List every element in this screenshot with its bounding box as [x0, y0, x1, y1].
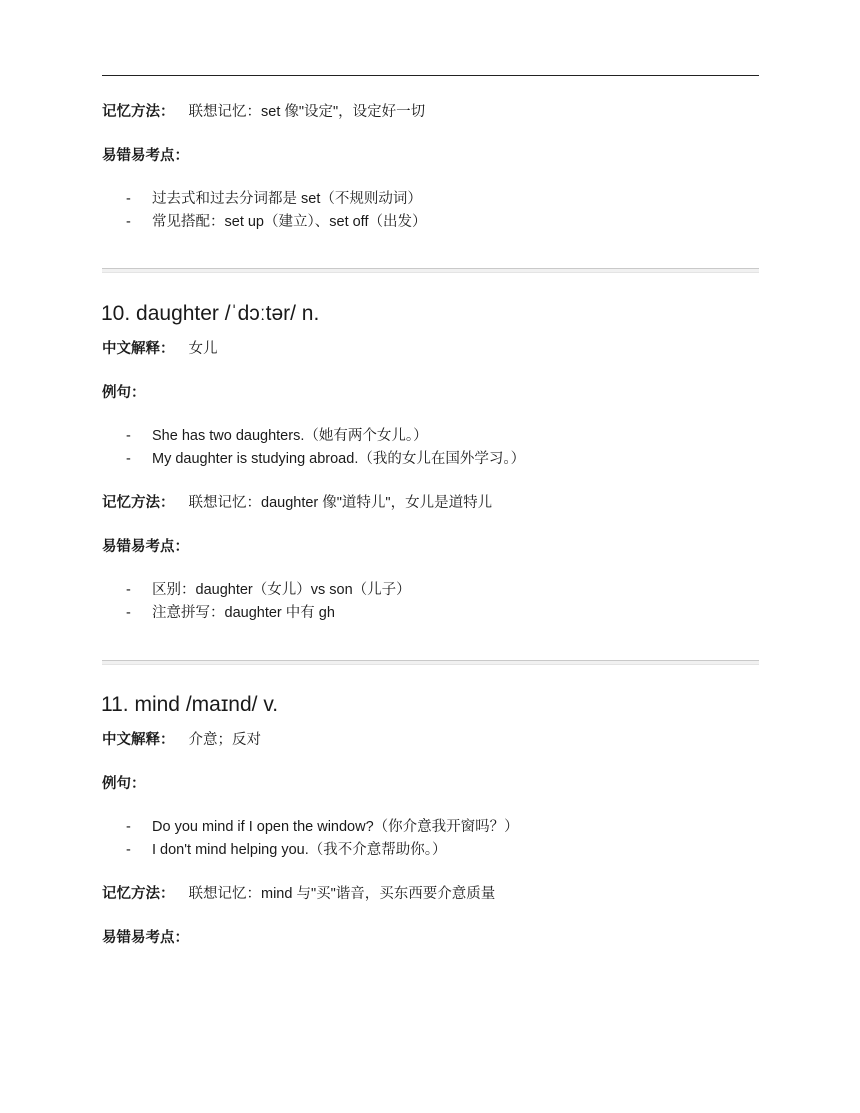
- list-item-text: 区别：daughter（女儿）vs son（儿子）: [152, 582, 411, 598]
- bullet-marker: -: [126, 842, 131, 858]
- pitfalls-label: 易错易考点：: [102, 148, 189, 164]
- memory-method-label: 记忆方法：: [102, 886, 175, 902]
- list-item-text: 常见搭配：set up（建立）、set off（出发）: [152, 214, 427, 230]
- list-item-text: 注意拼写：daughter 中有 gh: [152, 605, 335, 621]
- list-item: [126, 190, 422, 208]
- set-memory-method: [102, 103, 425, 121]
- section-divider: [102, 268, 759, 273]
- bullet-marker: -: [126, 605, 131, 621]
- mind-memory-method: [102, 885, 495, 903]
- daughter-meaning: [102, 340, 218, 358]
- entry-heading-daughter: 10. daughter /ˈdɔːtər/ n.: [101, 302, 320, 325]
- list-item: [126, 604, 335, 622]
- bullet-marker: -: [126, 451, 131, 467]
- list-item-text: Do you mind if I open the window?（你介意我开窗吗？）: [152, 819, 519, 835]
- memory-method-label: 记忆方法：: [102, 495, 175, 511]
- examples-label: 例句：: [102, 385, 146, 401]
- list-item: [126, 841, 446, 859]
- mind-examples-heading: [102, 775, 146, 793]
- pitfalls-label: 易错易考点：: [102, 930, 189, 946]
- list-item: [126, 450, 525, 468]
- mind-meaning: [102, 731, 261, 749]
- daughter-pitfalls-heading: [102, 538, 189, 556]
- meaning-label: 中文解释：: [102, 732, 175, 748]
- daughter-examples-heading: [102, 384, 146, 402]
- mind-pitfalls-heading: [102, 929, 189, 947]
- memory-method-text: 联想记忆：set 像"设定"，设定好一切: [188, 104, 426, 120]
- entry-heading-mind: 11. mind /maɪnd/ v.: [101, 693, 279, 716]
- top-horizontal-rule: [102, 75, 759, 76]
- examples-label: 例句：: [102, 776, 146, 792]
- meaning-label: 中文解释：: [102, 341, 175, 357]
- bullet-marker: -: [126, 582, 131, 598]
- list-item: [126, 427, 428, 445]
- memory-method-label: 记忆方法：: [102, 104, 175, 120]
- list-item-text: 过去式和过去分词都是 set（不规则动词）: [152, 191, 422, 207]
- bullet-marker: -: [126, 428, 131, 444]
- list-item-text: My daughter is studying abroad.（我的女儿在国外学习。）: [152, 451, 526, 467]
- bullet-marker: -: [126, 819, 131, 835]
- bullet-marker: -: [126, 214, 131, 230]
- pitfalls-label: 易错易考点：: [102, 539, 189, 555]
- list-item: [126, 581, 411, 599]
- list-item-text: I don't mind helping you.（我不介意帮助你。）: [152, 842, 447, 858]
- set-pitfalls-heading: [102, 147, 189, 165]
- meaning-text: 介意；反对: [188, 732, 261, 748]
- memory-method-text: 联想记忆：daughter 像"道特儿"，女儿是道特儿: [188, 495, 493, 511]
- daughter-memory-method: [102, 494, 492, 512]
- list-item: [126, 213, 426, 231]
- memory-method-text: 联想记忆：mind 与"买"谐音，买东西要介意质量: [188, 886, 496, 902]
- list-item-text: She has two daughters.（她有两个女儿。）: [152, 428, 428, 444]
- list-item: [126, 818, 519, 836]
- meaning-text: 女儿: [188, 341, 218, 357]
- section-divider: [102, 660, 759, 665]
- bullet-marker: -: [126, 191, 131, 207]
